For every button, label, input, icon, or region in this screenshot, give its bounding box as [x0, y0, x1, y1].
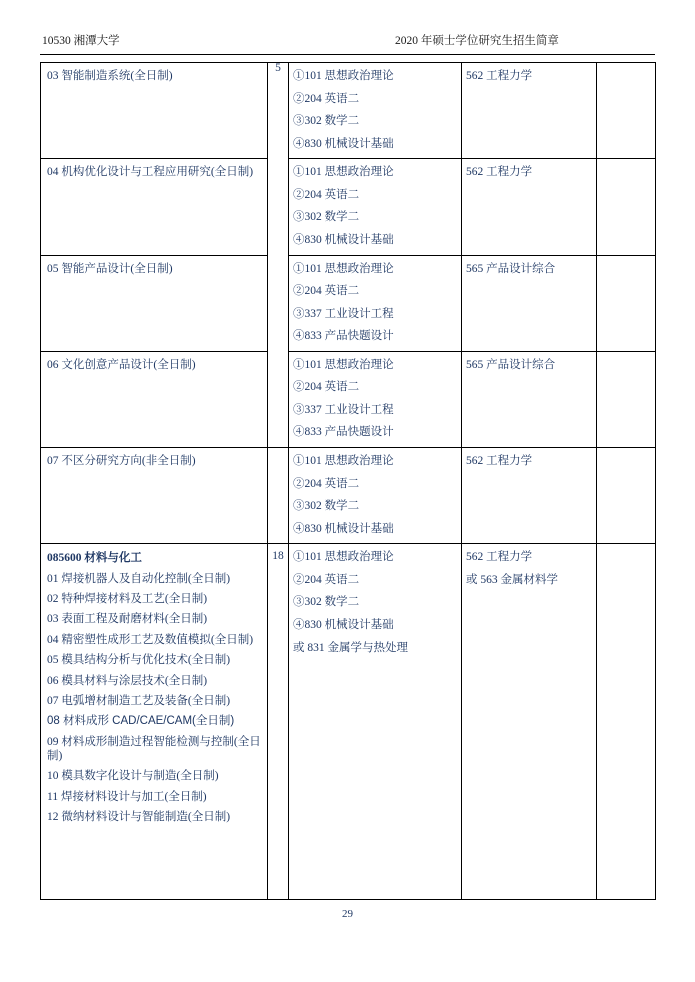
- header-rule: [40, 54, 655, 55]
- direction-label: 07 不区分研究方向(非全日制): [47, 455, 196, 467]
- retest-subject-cell: [462, 159, 597, 255]
- exam-subjects-cell: [289, 255, 462, 351]
- direction-cell: [41, 63, 268, 159]
- exam-subject: ②204 英语二: [293, 285, 360, 298]
- exam-subject: ①101 思想政治理论: [293, 358, 394, 371]
- exam-subjects-cell: [289, 159, 462, 255]
- direction-label: 06 文化创意产品设计(全日制): [47, 358, 196, 371]
- program-code-title: 085600 材料与化工: [47, 552, 142, 565]
- exam-subject: ②204 英语二: [293, 477, 360, 490]
- direction-cell: [41, 448, 268, 544]
- direction-label: 07 电弧增材制造工艺及装备(全日制): [47, 694, 231, 707]
- exam-subjects-cell: [289, 351, 462, 447]
- program-direction-cell: [41, 544, 268, 900]
- exam-subject: ④833 产品快题设计: [293, 330, 394, 343]
- table-row: [41, 159, 656, 255]
- exam-subject: ②204 英语二: [293, 92, 360, 105]
- exam-subjects-cell: [289, 544, 462, 900]
- direction-label: 06 模具材料与涂层技术(全日制): [47, 674, 208, 687]
- exam-subject: ②204 英语二: [293, 188, 360, 201]
- exam-subject: ③337 工业设计工程: [293, 403, 394, 416]
- enrollment-count-cell: [268, 448, 289, 544]
- enrollment-count: 18: [272, 550, 284, 563]
- enrollment-count-cell: [268, 63, 289, 448]
- retest-subject: 565 产品设计综合: [466, 358, 556, 371]
- direction-label: 08 材料成形 CAD/CAE/CAM(全日制): [47, 715, 235, 728]
- direction-label: 10 模具数字化设计与制造(全日制): [47, 770, 219, 783]
- exam-subject: ③337 工业设计工程: [293, 307, 394, 320]
- direction-label: 12 微纳材料设计与智能制造(全日制): [47, 811, 231, 824]
- retest-subject: 562 工程力学: [466, 166, 533, 179]
- direction-label: 03 表面工程及耐磨材料(全日制): [47, 613, 208, 626]
- retest-subject-cell: [462, 544, 597, 900]
- remark-cell: [597, 544, 656, 900]
- table-row: [41, 448, 656, 544]
- running-head-right: 2020 年硕士学位研究生招生简章: [395, 35, 559, 47]
- exam-subjects-cell: [289, 448, 462, 544]
- exam-subjects-cell: [289, 63, 462, 159]
- exam-subject: ④830 机械设计基础: [293, 137, 394, 150]
- direction-label: 05 模具结构分析与优化技术(全日制): [47, 654, 231, 667]
- exam-subject: ②204 英语二: [293, 381, 360, 394]
- table-row: [41, 255, 656, 351]
- remark-cell: [597, 159, 656, 255]
- exam-subject: ①101 思想政治理论: [293, 70, 394, 82]
- exam-subject: ④833 产品快题设计: [293, 426, 394, 439]
- page-number: 29: [342, 908, 353, 920]
- direction-label: 05 智能产品设计(全日制): [47, 262, 173, 275]
- exam-subject: ①101 思想政治理论: [293, 166, 394, 179]
- retest-subject: 565 产品设计综合: [466, 262, 556, 275]
- remark-cell: [597, 63, 656, 159]
- direction-label: 04 机构优化设计与工程应用研究(全日制): [47, 166, 254, 179]
- retest-subject-cell: [462, 63, 597, 159]
- remark-cell: [597, 448, 656, 544]
- table-row: [41, 63, 656, 159]
- direction-label: 09 材料成形制造过程智能检测与控制(全日制): [47, 735, 261, 762]
- exam-subject: ④830 机械设计基础: [293, 522, 394, 535]
- retest-subject-cell: [462, 255, 597, 351]
- direction-label: 02 特种焊接材料及工艺(全日制): [47, 593, 208, 605]
- table-row: [41, 351, 656, 447]
- direction-label: 04 精密塑性成形工艺及数值模拟(全日制): [47, 633, 254, 646]
- exam-subject: ②204 英语二: [293, 573, 360, 586]
- enrollment-count-cell: [268, 544, 289, 900]
- direction-label: 11 焊接材料设计与加工(全日制): [47, 790, 207, 803]
- exam-subject: ①101 思想政治理论: [293, 455, 394, 467]
- direction-cell: [41, 159, 268, 255]
- retest-subject-cell: [462, 448, 597, 544]
- running-head: [40, 32, 655, 52]
- exam-subject: ③302 数学二: [293, 500, 360, 513]
- retest-subject-alt: 或 563 金属材料学: [466, 573, 558, 586]
- remark-cell: [597, 351, 656, 447]
- enrollment-count: 5: [275, 62, 281, 74]
- remark-cell: [597, 255, 656, 351]
- exam-subject: ④830 机械设计基础: [293, 618, 394, 631]
- exam-subject: ③302 数学二: [293, 596, 360, 609]
- exam-subject: ③302 数学二: [293, 211, 360, 224]
- direction-cell: [41, 255, 268, 351]
- retest-subject-cell: [462, 351, 597, 447]
- running-head-left: 10530 湘潭大学: [42, 35, 120, 47]
- direction-label: 03 智能制造系统(全日制): [47, 70, 173, 82]
- retest-subject: 562 工程力学: [466, 455, 533, 467]
- exam-subject: ④830 机械设计基础: [293, 233, 394, 246]
- admissions-table: [40, 62, 656, 900]
- retest-subject: 562 工程力学: [466, 70, 533, 82]
- retest-subject: 562 工程力学: [466, 551, 533, 564]
- exam-subject: ③302 数学二: [293, 115, 360, 128]
- exam-subject: ①101 思想政治理论: [293, 262, 394, 275]
- direction-label: 01 焊接机器人及自动化控制(全日制): [47, 572, 231, 585]
- direction-cell: [41, 351, 268, 447]
- exam-subject-alt: 或 831 金属学与热处理: [293, 641, 408, 654]
- exam-subject: ①101 思想政治理论: [293, 551, 394, 564]
- table-row-program-085600: [41, 544, 656, 900]
